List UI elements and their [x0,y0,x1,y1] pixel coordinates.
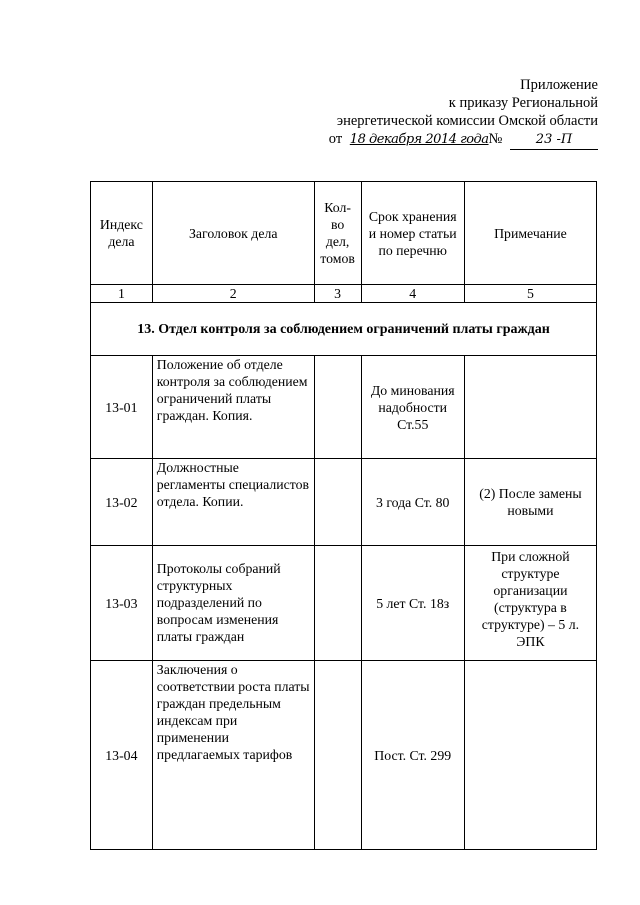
row-term: До минования надобности Ст.55 [361,356,464,459]
column-header-note: Примечание [464,182,596,285]
row-index: 13-01 [91,356,153,459]
header-line-date [329,130,598,150]
row-note: (2) После замены новыми [464,459,596,546]
row-count [314,661,361,850]
section-title: 13. Отдел контроля за соблюдением ограничений платы граждан [91,303,597,356]
nomenclature-table [90,181,597,850]
section-row [91,303,597,356]
row-count [314,459,361,546]
column-numbers-row [91,285,597,303]
header-line-order: к приказу Региональной [448,95,598,111]
document-header [329,76,598,150]
table-row [91,661,597,850]
column-number: 4 [361,285,464,303]
row-term: Пост. Ст. 299 [361,661,464,850]
row-index: 13-03 [91,546,153,661]
table-row [91,459,597,546]
column-header-count: Кол-во дел, томов [314,182,361,285]
column-number: 1 [91,285,153,303]
handwritten-number: 23 -П [510,131,598,150]
column-number: 2 [152,285,314,303]
row-note [464,356,596,459]
row-title: Протоколы собраний структурных подразделений по вопросам изменения платы граждан [152,546,314,661]
column-header-title: Заголовок дела [152,182,314,285]
column-header-term: Срок хранения и номер статьи по перечню [361,182,464,285]
table-header-row [91,182,597,285]
number-label: № [488,131,503,147]
row-title: Должностные регламенты специалистов отдела. Копии. [152,459,314,546]
row-count [314,356,361,459]
row-title: Положение об отделе контроля за соблюдением ограничений платы граждан. Копия. [152,356,314,459]
row-count [314,546,361,661]
row-index: 13-02 [91,459,153,546]
row-note: При сложной структуре организации (структура в структуре) – 5 л. ЭПК [464,546,596,661]
row-note [464,661,596,850]
header-line-commission: энергетической комиссии Омской области [336,113,598,129]
column-header-index: Индекс дела [91,182,153,285]
table-row [91,546,597,661]
row-title: Заключения о соответствии роста платы граждан предельным индексам при применении предлагаемых тарифов [152,661,314,850]
header-line-appendix: Приложение [520,77,598,93]
column-number: 3 [314,285,361,303]
from-prefix: от [328,131,343,147]
table-row [91,356,597,459]
handwritten-date: 18 декабря 2014 года [349,132,489,147]
row-index: 13-04 [91,661,153,850]
column-number: 5 [464,285,596,303]
row-term: 3 года Ст. 80 [361,459,464,546]
row-term: 5 лет Ст. 18з [361,546,464,661]
